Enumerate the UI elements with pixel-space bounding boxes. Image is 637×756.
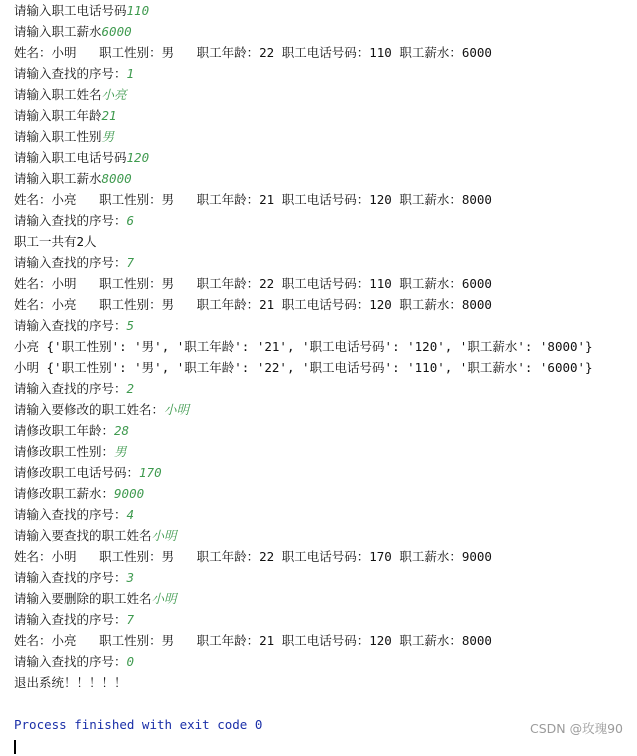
console-user-input: 小明: [164, 402, 190, 417]
console-prompt-text: 请修改职工薪水：: [14, 486, 115, 501]
console-line: [14, 84, 637, 105]
console-prompt-text: 请输入要查找的职工姓名: [14, 528, 152, 543]
console-line: [14, 609, 637, 630]
console-line: [14, 651, 637, 672]
console-prompt-text: 姓名：小亮 职工性别：男 职工年龄：21 职工电话号码：120 职工薪水：8000: [14, 192, 492, 207]
console-line: [14, 336, 637, 357]
console-line: [14, 357, 637, 378]
console-prompt-text: 请输入要删除的职工姓名: [14, 591, 152, 606]
console-line: [14, 273, 637, 294]
console-user-input: 小明: [151, 591, 177, 606]
console-prompt-text: 请输入查找的序号：: [14, 507, 127, 522]
watermark: CSDN @玫瑰90: [529, 721, 623, 736]
console-user-input: 小亮: [101, 87, 127, 102]
console-user-input: 男: [114, 444, 127, 459]
console-user-input: 8000: [101, 171, 132, 186]
console-prompt-text: 职工一共有2人: [14, 234, 97, 249]
console-line: [14, 21, 637, 42]
console-user-input: 1: [126, 66, 135, 81]
console-line: [14, 231, 637, 252]
console-line: [14, 42, 637, 63]
console-prompt-text: 请修改职工电话号码：: [14, 465, 140, 480]
console-line: [14, 588, 637, 609]
console-user-input: 男: [101, 129, 115, 144]
console-prompt-text: 请输入职工姓名: [14, 87, 102, 102]
console-user-input: 28: [114, 423, 130, 438]
console-line: [14, 441, 637, 462]
console-prompt-text: 请输入职工薪水: [14, 24, 102, 39]
console-line: [14, 105, 637, 126]
exit-message: Process finished with exit code 0: [14, 717, 263, 732]
console-user-input: 6: [126, 213, 135, 228]
console-user-input: 4: [126, 507, 135, 522]
console-line: [14, 378, 637, 399]
console-line: [14, 252, 637, 273]
console-prompt-text: 请修改职工性别：: [14, 444, 115, 459]
console-prompt-text: 小亮 {'职工性别': '男', '职工年龄': '21', '职工电话号码': '120', '职工薪水': '8000'}: [14, 339, 593, 354]
console-prompt-text: 请输入查找的序号：: [14, 612, 127, 627]
console-line: [14, 630, 637, 651]
console-line: [14, 546, 637, 567]
console-user-input: 110: [126, 3, 150, 18]
console-user-input: 5: [126, 318, 135, 333]
console-line: [14, 168, 637, 189]
console-user-input: 2: [126, 381, 135, 396]
console-prompt-text: 姓名：小亮 职工性别：男 职工年龄：21 职工电话号码：120 职工薪水：8000: [14, 633, 492, 648]
blank-line: [14, 693, 637, 714]
console-line: [14, 294, 637, 315]
console-prompt-text: 请输入查找的序号：: [14, 570, 127, 585]
console-line: [14, 504, 637, 525]
console-prompt-text: 退出系统！！！！！: [14, 675, 127, 690]
console-line: [14, 462, 637, 483]
text-cursor: [14, 740, 16, 754]
console-line: [14, 189, 637, 210]
console-user-input: 7: [126, 612, 135, 627]
console-line: [14, 483, 637, 504]
console-prompt-text: 请输入查找的序号：: [14, 318, 127, 333]
console-prompt-text: 小明 {'职工性别': '男', '职工年龄': '22', '职工电话号码': '110', '职工薪水': '6000'}: [14, 360, 593, 375]
console-user-input: 120: [126, 150, 150, 165]
console-line: [14, 210, 637, 231]
console-prompt-text: 请输入查找的序号：: [14, 213, 127, 228]
console-prompt-text: 请输入查找的序号：: [14, 381, 127, 396]
console-user-input: 21: [101, 108, 117, 123]
console-line: [14, 567, 637, 588]
console-user-input: 0: [126, 654, 135, 669]
console-user-input: 170: [139, 465, 162, 480]
console-prompt-text: 姓名：小亮 职工性别：男 职工年龄：21 职工电话号码：120 职工薪水：8000: [14, 297, 492, 312]
console-line: [14, 63, 637, 84]
console-line: [14, 399, 637, 420]
console-prompt-text: 请输入查找的序号：: [14, 66, 127, 81]
console-line: [14, 420, 637, 441]
console-prompt-text: 请输入查找的序号：: [14, 255, 127, 270]
console-prompt-text: 请输入职工薪水: [14, 171, 102, 186]
console-prompt-text: 请输入职工性别: [14, 129, 102, 144]
console-line: [14, 126, 637, 147]
console-user-input: 6000: [101, 24, 132, 39]
console-prompt-text: 姓名：小明 职工性别：男 职工年龄：22 职工电话号码：110 职工薪水：6000: [14, 45, 492, 60]
console-prompt-text: 请输入职工年龄: [14, 108, 102, 123]
console-prompt-text: 姓名：小明 职工性别：男 职工年龄：22 职工电话号码：170 职工薪水：9000: [14, 549, 492, 564]
console-prompt-text: 姓名：小明 职工性别：男 职工年龄：22 职工电话号码：110 职工薪水：6000: [14, 276, 492, 291]
console-line: [14, 672, 637, 693]
console-prompt-text: 请输入查找的序号：: [14, 654, 127, 669]
console-line: [14, 525, 637, 546]
console-line: [14, 147, 637, 168]
console-prompt-text: 请输入要修改的职工姓名：: [14, 402, 165, 417]
console-prompt-text: 请输入职工电话号码: [14, 3, 127, 18]
console-line: [14, 315, 637, 336]
console-user-input: 9000: [114, 486, 145, 501]
console-prompt-text: 请修改职工年龄：: [14, 423, 115, 438]
console-user-input: 3: [126, 570, 135, 585]
console-line: [14, 0, 637, 21]
console-prompt-text: 请输入职工电话号码: [14, 150, 127, 165]
console-output[interactable]: [14, 0, 637, 756]
console-user-input: 7: [126, 255, 135, 270]
console-user-input: 小明: [151, 528, 177, 543]
